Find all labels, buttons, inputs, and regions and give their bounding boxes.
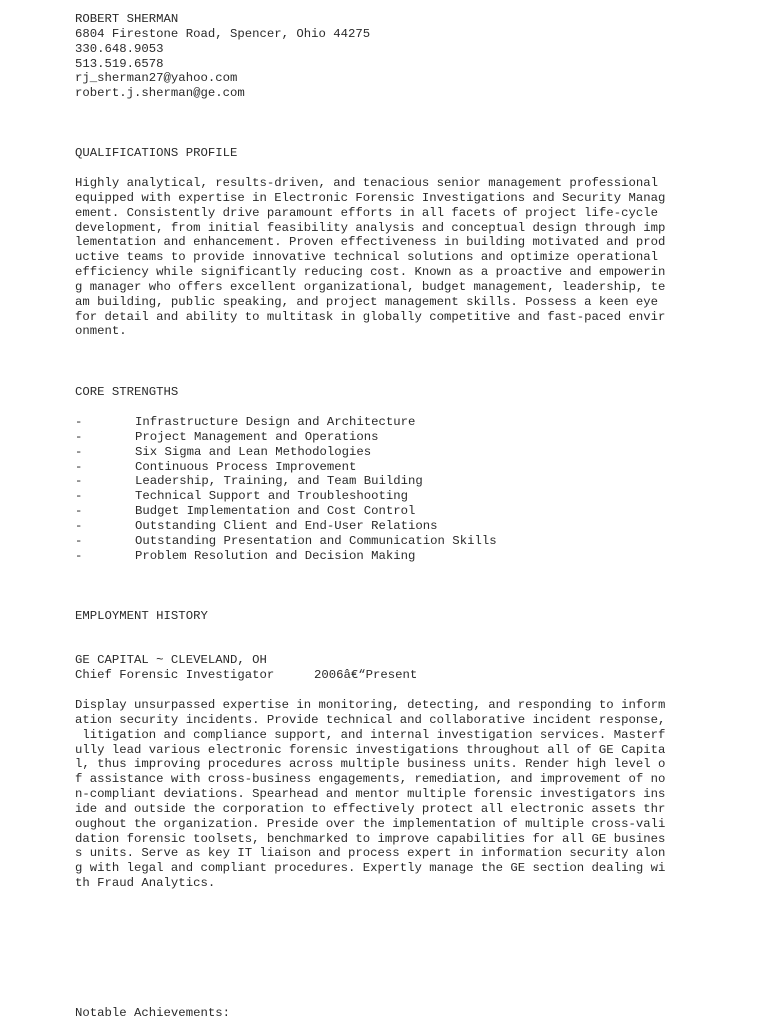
employment-line: ation security incidents. Provide technical and collaborative incident response, — [75, 712, 666, 727]
core-strengths-list — [75, 415, 715, 563]
qualifications-heading-block — [75, 146, 715, 161]
employment-line: ully lead various electronic forensic investigations throughout all of GE Capita — [75, 742, 666, 757]
list-item — [75, 445, 715, 460]
list-item — [75, 534, 715, 549]
employment-line: g with legal and compliant procedures. Expertly manage the GE section dealing wi — [75, 861, 666, 876]
bullet-dash: - — [75, 548, 83, 563]
qualifications-line: uctive teams to provide innovative technical solutions and optimize operational — [75, 250, 658, 265]
contact-block — [75, 12, 715, 101]
list-item-text: Budget Implementation and Cost Control — [135, 504, 416, 519]
list-item-text: Technical Support and Troubleshooting — [135, 489, 409, 504]
core-strengths-heading-block — [75, 385, 715, 400]
list-item-text: Outstanding Presentation and Communication Skills — [135, 533, 497, 548]
list-item — [75, 504, 715, 519]
list-item-text: Six Sigma and Lean Methodologies — [135, 444, 372, 459]
list-item — [75, 430, 715, 445]
job-title-row — [75, 668, 715, 683]
qualifications-line: development, from initial feasibility analysis and conceptual design through imp — [75, 220, 666, 235]
employer-block — [75, 653, 715, 683]
employment-line: n-compliant deviations. Spearhead and mentor multiple forensic investigators ins — [75, 787, 666, 802]
bullet-dash: - — [75, 518, 83, 533]
list-item — [75, 460, 715, 475]
qualifications-line: am building, public speaking, and project management skills. Possess a keen eye — [75, 294, 658, 309]
employment-line: oughout the organization. Preside over the implementation of multiple cross-vali — [75, 816, 666, 831]
bullet-dash: - — [75, 489, 83, 504]
achievements-heading: Notable Achievements: — [75, 1006, 230, 1020]
employment-line: f assistance with cross-business engagements, remediation, and improvement of no — [75, 772, 666, 787]
employment-line: ide and outside the corporation to effectively protect all electronic assets thr — [75, 801, 666, 816]
employment-description — [75, 698, 715, 891]
qualifications-line: efficiency while significantly reducing cost. Known as a proactive and empowerin — [75, 265, 666, 280]
list-item — [75, 489, 715, 504]
list-item — [75, 549, 715, 564]
bullet-dash: - — [75, 474, 83, 489]
bullet-dash: - — [75, 504, 83, 519]
employment-line: Display unsurpassed expertise in monitoring, detecting, and responding to inform — [75, 698, 666, 712]
bullet-dash: - — [75, 459, 83, 474]
employment-line: l, thus improving procedures across multiple business units. Render high level o — [75, 757, 666, 772]
qualifications-line: lementation and enhancement. Proven effectiveness in building motivated and prod — [75, 235, 666, 250]
list-item — [75, 415, 715, 430]
employment-line: s units. Serve as key IT liaison and process expert in information security alon — [75, 846, 666, 861]
qualifications-line: Highly analytical, results-driven, and tenacious senior management professional — [75, 176, 658, 190]
list-item-text: Infrastructure Design and Architecture — [135, 415, 416, 429]
employment-heading-block — [75, 609, 715, 624]
contact-email-1: rj_sherman27@yahoo.com — [75, 71, 238, 86]
job-title: Chief Forensic Investigator — [75, 667, 275, 682]
contact-phone-1: 330.648.9053 — [75, 41, 164, 56]
qualifications-line: for detail and ability to multitask in globally competitive and fast-paced envir — [75, 309, 666, 324]
achievements-heading-block — [75, 1006, 715, 1021]
list-item-text: Continuous Process Improvement — [135, 459, 357, 474]
list-item-text: Leadership, Training, and Team Building — [135, 474, 423, 489]
qualifications-line: ement. Consistently drive paramount efforts in all facets of project life-cycle — [75, 205, 658, 220]
contact-email-2: robert.j.sherman@ge.com — [75, 86, 245, 101]
qualifications-line: equipped with expertise in Electronic Forensic Investigations and Security Manag — [75, 190, 666, 205]
bullet-dash: - — [75, 415, 83, 429]
contact-address: 6804 Firestone Road, Spencer, Ohio 44275 — [75, 26, 371, 41]
list-item — [75, 519, 715, 534]
list-item-text: Problem Resolution and Decision Making — [135, 548, 416, 563]
employment-heading: EMPLOYMENT HISTORY — [75, 609, 208, 623]
qualifications-body — [75, 176, 715, 339]
job-dates: 2006â€“Present — [314, 667, 418, 682]
core-strengths-heading: CORE STRENGTHS — [75, 385, 179, 399]
list-item-text: Project Management and Operations — [135, 429, 379, 444]
employer-name: GE CAPITAL ~ CLEVELAND, OH — [75, 653, 267, 667]
employment-line: litigation and compliance support, and internal investigation services. Masterf — [75, 727, 666, 742]
employment-line: dation forensic toolsets, benchmarked to improve capabilities for all GE busines — [75, 831, 666, 846]
contact-phone-2: 513.519.6578 — [75, 56, 164, 71]
qualifications-line: g manager who offers excellent organizational, budget management, leadership, te — [75, 279, 666, 294]
list-item — [75, 474, 715, 489]
contact-name: ROBERT SHERMAN — [75, 12, 179, 26]
qualifications-heading: QUALIFICATIONS PROFILE — [75, 146, 238, 160]
bullet-dash: - — [75, 429, 83, 444]
qualifications-line: onment. — [75, 324, 127, 339]
bullet-dash: - — [75, 533, 83, 548]
list-item-text: Outstanding Client and End-User Relations — [135, 518, 438, 533]
bullet-dash: - — [75, 444, 83, 459]
employment-line: th Fraud Analytics. — [75, 876, 216, 891]
